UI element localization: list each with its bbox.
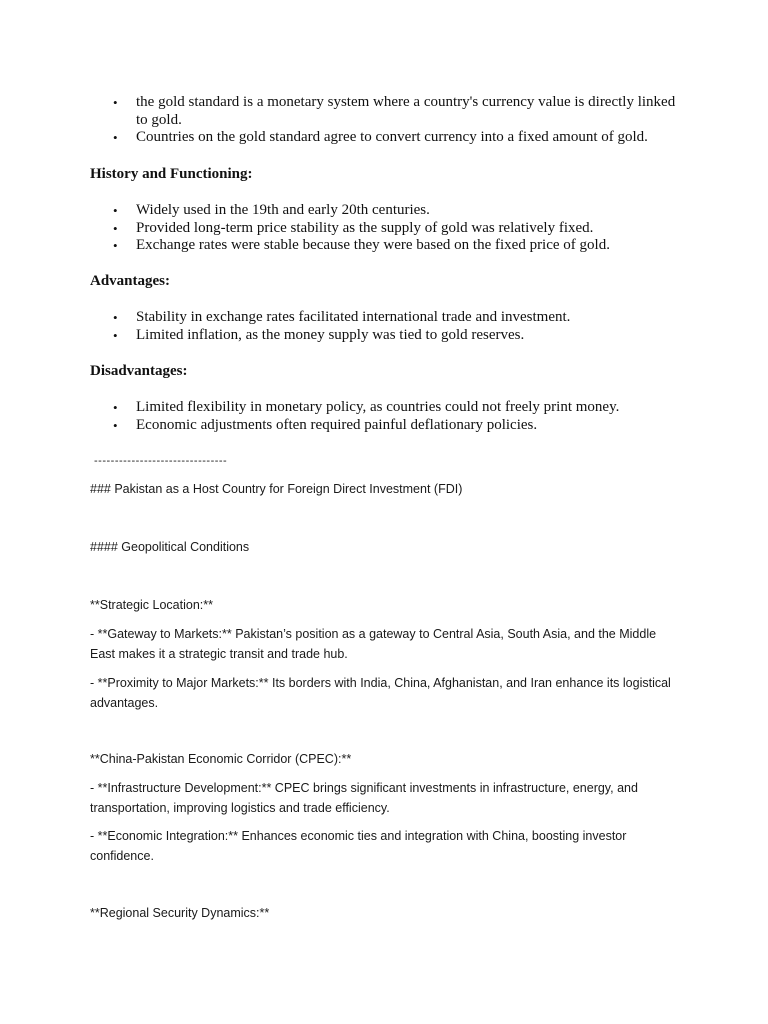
intro-section [90,94,690,147]
cpec-heading: **China-Pakistan Economic Corridor (CPEC):** [90,752,352,766]
advantages-section [90,273,690,291]
history-list-wrap [90,202,690,255]
section-heading: Advantages: [90,273,171,289]
list-item: • Countries on the gold standard agree to convert currency into a fixed amount of gold. [113,129,648,145]
list-item: • Exchange rates were stable because they were based on the fixed price of gold. [113,237,610,253]
list-item: • Limited flexibility in monetary policy, as countries could not freely print money. [113,399,620,415]
advantages-list [90,309,690,344]
bullet-icon: • [113,220,118,236]
list-item: • Stability in exchange rates facilitated international trade and investment. [113,309,571,325]
fdi-subtitle: #### Geopolitical Conditions [90,540,250,554]
section-heading: History and Functioning: [90,166,253,182]
bullet-icon: • [113,310,118,325]
fdi-title: ### Pakistan as a Host Country for Foreign Direct Investment (FDI) [90,482,463,496]
separator: -------------------------------- [94,455,228,467]
bullet-icon: • [113,400,118,415]
bullet-icon: • [113,327,118,343]
cpec-item: - **Economic Integration:** Enhances economic ties and integration with China, boosting investor confidence. [90,829,627,863]
list-item: • the gold standard is a monetary system where a country's currency value is directly linked to gold. [113,94,676,128]
strategic-location-item: - **Proximity to Major Markets:** Its borders with India, China, Afghanistan, and Iran enhance its logistical advantages. [90,676,671,710]
history-list [90,202,690,255]
advantages-list-wrap [90,309,690,344]
bullet-icon: • [113,130,118,145]
bullet-icon: • [113,238,118,253]
list-item: • Provided long-term price stability as the supply of gold was relatively fixed. [113,219,594,236]
regional-security-heading: **Regional Security Dynamics:** [90,906,270,920]
bullet-icon: • [113,203,118,218]
disadvantages-list [90,399,690,434]
cpec-item: - **Infrastructure Development:** CPEC brings significant investments in infrastructure, energy, and transportation, improving logistics and trade efficiency. [90,781,638,815]
bullet-icon: • [113,95,118,110]
section-heading: Disadvantages: [90,363,188,379]
strategic-location-heading: **Strategic Location:** [90,598,213,612]
disadvantages-list-wrap [90,399,690,434]
bullet-icon: • [113,417,118,433]
intro-list [90,94,690,147]
list-item: • Economic adjustments often required painful deflationary policies. [113,416,538,433]
list-item: • Widely used in the 19th and early 20th centuries. [113,202,430,218]
list-item: • Limited inflation, as the money supply was tied to gold reserves. [113,326,525,343]
disadvantages-section [90,363,690,381]
history-section [90,166,690,184]
strategic-location-item: - **Gateway to Markets:** Pakistan’s position as a gateway to Central Asia, South Asia, and the Middle East makes it a strategic transit and trade hub. [90,627,657,661]
